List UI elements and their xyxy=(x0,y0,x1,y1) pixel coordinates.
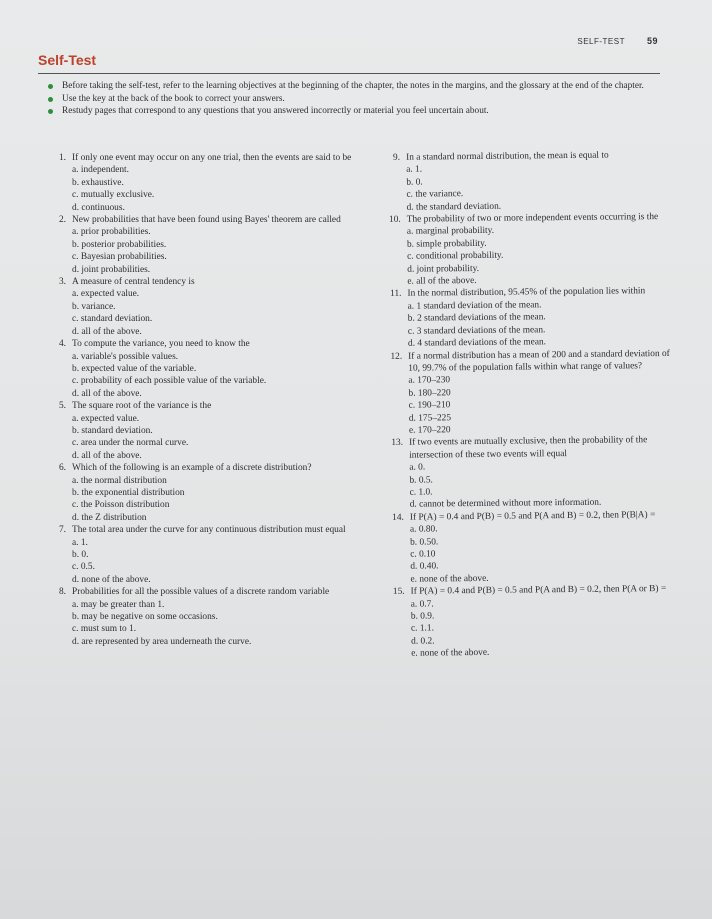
answer-option: d. none of the above. xyxy=(72,574,151,585)
question-item xyxy=(44,462,354,524)
question-number: 12. xyxy=(390,351,403,362)
answer-option: d. all of the above. xyxy=(72,388,142,399)
answer-option: a. may be greater than 1. xyxy=(72,599,165,610)
answer-option: a. independent. xyxy=(72,165,130,176)
answer-option: a. 1 standard deviation of the mean. xyxy=(407,300,542,312)
answer-option: b. exhaustive. xyxy=(72,177,124,188)
question-number: 1. xyxy=(58,153,66,163)
answer-option: c. 190–210 xyxy=(408,400,451,411)
answer-option: b. 0.9. xyxy=(410,611,435,622)
question-number: 4. xyxy=(58,339,66,350)
answer-option: b. simple probability. xyxy=(406,238,487,250)
running-head xyxy=(577,36,658,46)
question-text: Which of the following is an example of a discrete distribution? xyxy=(72,463,312,474)
question-item xyxy=(383,583,684,661)
question-number: 14. xyxy=(392,512,404,523)
question-number: 2. xyxy=(58,215,66,226)
answer-option: c. 3 standard deviations of the mean. xyxy=(407,324,546,337)
answer-option: b. 2 standard deviations of the mean. xyxy=(407,312,546,324)
question-item xyxy=(380,347,681,437)
question-stem xyxy=(44,214,354,226)
answer-option: a. expected value. xyxy=(72,413,140,424)
question-item xyxy=(382,509,683,587)
bullet-icon xyxy=(48,109,53,114)
answer-option: a. the normal distribution xyxy=(72,475,167,486)
answer-option: d. all of the above. xyxy=(72,450,142,461)
question-text: In a standard normal distribution, the mean is equal to xyxy=(406,150,609,163)
answer-option: d. the standard deviation. xyxy=(406,201,502,213)
answer-option: b. standard deviation. xyxy=(72,425,153,436)
answer-option: b. 180–220 xyxy=(408,387,451,399)
question-number: 5. xyxy=(58,401,66,412)
answer-option: a. prior probabilities. xyxy=(72,227,151,238)
question-number: 13. xyxy=(391,438,404,449)
question-text: If only one event may occur on any one trial, then the events are said to be xyxy=(72,153,352,163)
answer-option: d. 0.40. xyxy=(410,561,439,573)
question-number: 7. xyxy=(58,525,66,536)
question-item xyxy=(381,434,682,512)
question-stem xyxy=(44,400,354,412)
instructions-list xyxy=(46,80,656,118)
answer-option: d. 0.2. xyxy=(411,636,435,647)
answer-option: c. the Poisson distribution xyxy=(72,500,170,511)
answer-option: c. 0.5. xyxy=(72,562,95,573)
instruction-text: Restudy pages that correspond to any questions that you answered incorrectly or material you feel uncertain about. xyxy=(62,106,489,116)
question-stem xyxy=(380,347,680,375)
question-number: 15. xyxy=(392,586,405,598)
answer-option: a. 0.7. xyxy=(410,599,434,610)
answer-option: a. marginal probability. xyxy=(406,226,495,238)
answer-option: d. all of the above. xyxy=(72,326,142,337)
question-text: A measure of central tendency is xyxy=(72,277,195,288)
question-stem xyxy=(44,276,354,288)
answer-option: c. the variance. xyxy=(406,189,464,200)
instruction-text: Use the key at the back of the book to correct your answers. xyxy=(62,93,285,104)
answer-option: b. 0.5. xyxy=(409,475,433,486)
question-stem xyxy=(44,338,354,350)
answer-option: c. area under the normal curve. xyxy=(72,438,189,449)
question-item xyxy=(44,586,354,648)
answer-option: d. continuous. xyxy=(72,202,125,213)
question-stem xyxy=(44,524,354,536)
answer-option: b. may be negative on some occasions. xyxy=(72,612,218,623)
section-label: SELF-TEST xyxy=(577,37,625,46)
question-item xyxy=(379,211,680,289)
answer-option: a. variable's possible values. xyxy=(72,351,179,362)
answer-option: a. 0. xyxy=(409,462,426,473)
answer-option: b. posterior probabilities. xyxy=(72,239,167,250)
answer-option: d. the Z distribution xyxy=(72,512,147,523)
answer-option: a. expected value. xyxy=(72,289,140,300)
question-item xyxy=(44,214,354,276)
answer-option: c. 1.0. xyxy=(409,487,433,498)
answer-option: a. 1. xyxy=(72,537,88,548)
answer-option: d. 4 standard deviations of the mean. xyxy=(407,337,547,349)
answer-option: b. 0. xyxy=(72,550,89,560)
answer-option: d. 175–225 xyxy=(408,412,452,424)
answer-option: c. probability of each possible value of the variable. xyxy=(72,376,267,387)
answer-option: e. none of the above. xyxy=(411,648,490,659)
question-number: 11. xyxy=(390,289,402,300)
answer-option: b. the exponential distribution xyxy=(72,487,185,498)
answer-option: b. expected value of the variable. xyxy=(72,363,197,374)
question-item xyxy=(44,338,354,400)
question-text: If P(A) = 0.4 and P(B) = 0.5 and P(A and B) = 0.2, then P(A or B) = xyxy=(410,584,667,597)
question-item xyxy=(44,524,354,586)
question-number: 8. xyxy=(58,587,66,598)
question-number: 10. xyxy=(388,214,401,225)
question-text: The probability of two or more independent events occurring is the xyxy=(406,212,659,225)
question-text: If a normal distribution has a mean of 200 and a standard deviation of 10, 99.7% of the population falls within what range of values? xyxy=(408,348,670,374)
answer-option: e. none of the above. xyxy=(410,573,489,585)
question-text: New probabilities that have been found using Bayes' theorem are called xyxy=(72,215,341,226)
question-number: 3. xyxy=(58,277,66,288)
questions-column-left xyxy=(44,152,354,648)
answer-option: e. 170–220 xyxy=(408,425,451,436)
answer-option: c. Bayesian probabilities. xyxy=(72,252,167,263)
answer-option: a. 170–230 xyxy=(408,375,451,387)
question-stem xyxy=(44,586,354,598)
instruction-item xyxy=(46,93,656,106)
bullet-icon xyxy=(48,84,53,89)
answer-option: a. 1. xyxy=(406,164,423,176)
questions-column-right xyxy=(378,149,683,661)
answer-option: c. mutually exclusive. xyxy=(72,190,155,201)
question-item xyxy=(378,149,679,214)
answer-option: d. joint probabilities. xyxy=(72,264,151,275)
answer-option: c. standard deviation. xyxy=(72,314,153,325)
instruction-item xyxy=(46,80,656,93)
answer-option: b. 0.50. xyxy=(410,536,439,548)
question-text: The square root of the variance is the xyxy=(72,401,212,412)
question-stem xyxy=(44,152,354,164)
answer-option: c. 0.10 xyxy=(410,549,436,560)
question-number: 9. xyxy=(392,152,401,163)
question-item xyxy=(44,400,354,462)
page-number: 59 xyxy=(646,36,658,46)
title-divider xyxy=(38,73,660,74)
question-text: In the normal distribution, 95.45% of the population lies within xyxy=(407,286,646,300)
page-title: Self-Test xyxy=(38,52,97,68)
question-text: Probabilities for all the possible values of a discrete random variable xyxy=(72,587,330,598)
answer-option: b. variance. xyxy=(72,301,116,312)
answer-option: d. cannot be determined without more information. xyxy=(409,498,602,511)
answer-option: d. joint probability. xyxy=(407,263,480,275)
answer-option: c. must sum to 1. xyxy=(72,624,137,635)
answer-option: a. 0.80. xyxy=(409,524,438,535)
answer-option: b. 0. xyxy=(406,177,423,188)
question-number: 6. xyxy=(58,463,66,474)
question-text: If P(A) = 0.4 and P(B) = 0.5 and P(A and B) = 0.2, then P(B|A) = xyxy=(409,509,656,523)
question-stem xyxy=(381,434,681,462)
instruction-text: Before taking the self-test, refer to the learning objectives at the beginning of the chapter, the notes in the margins, and the glossary at the end of the chapter. xyxy=(62,81,644,91)
bullet-icon xyxy=(48,97,53,102)
instruction-item xyxy=(46,105,656,118)
question-text: To compute the variance, you need to know the xyxy=(72,339,250,350)
answer-option: e. all of the above. xyxy=(407,276,477,287)
question-item xyxy=(379,285,680,350)
question-text: If two events are mutually exclusive, then the probability of the intersection of these two events will equal xyxy=(408,435,648,461)
question-item xyxy=(44,276,354,338)
question-stem xyxy=(44,462,354,474)
question-item xyxy=(44,152,354,214)
answer-option: c. conditional probability. xyxy=(407,250,504,262)
answer-option: d. are represented by area underneath the curve. xyxy=(72,636,252,647)
answer-option: c. 1.1. xyxy=(410,623,434,635)
question-text: The total area under the curve for any continuous distribution must equal xyxy=(72,525,346,536)
